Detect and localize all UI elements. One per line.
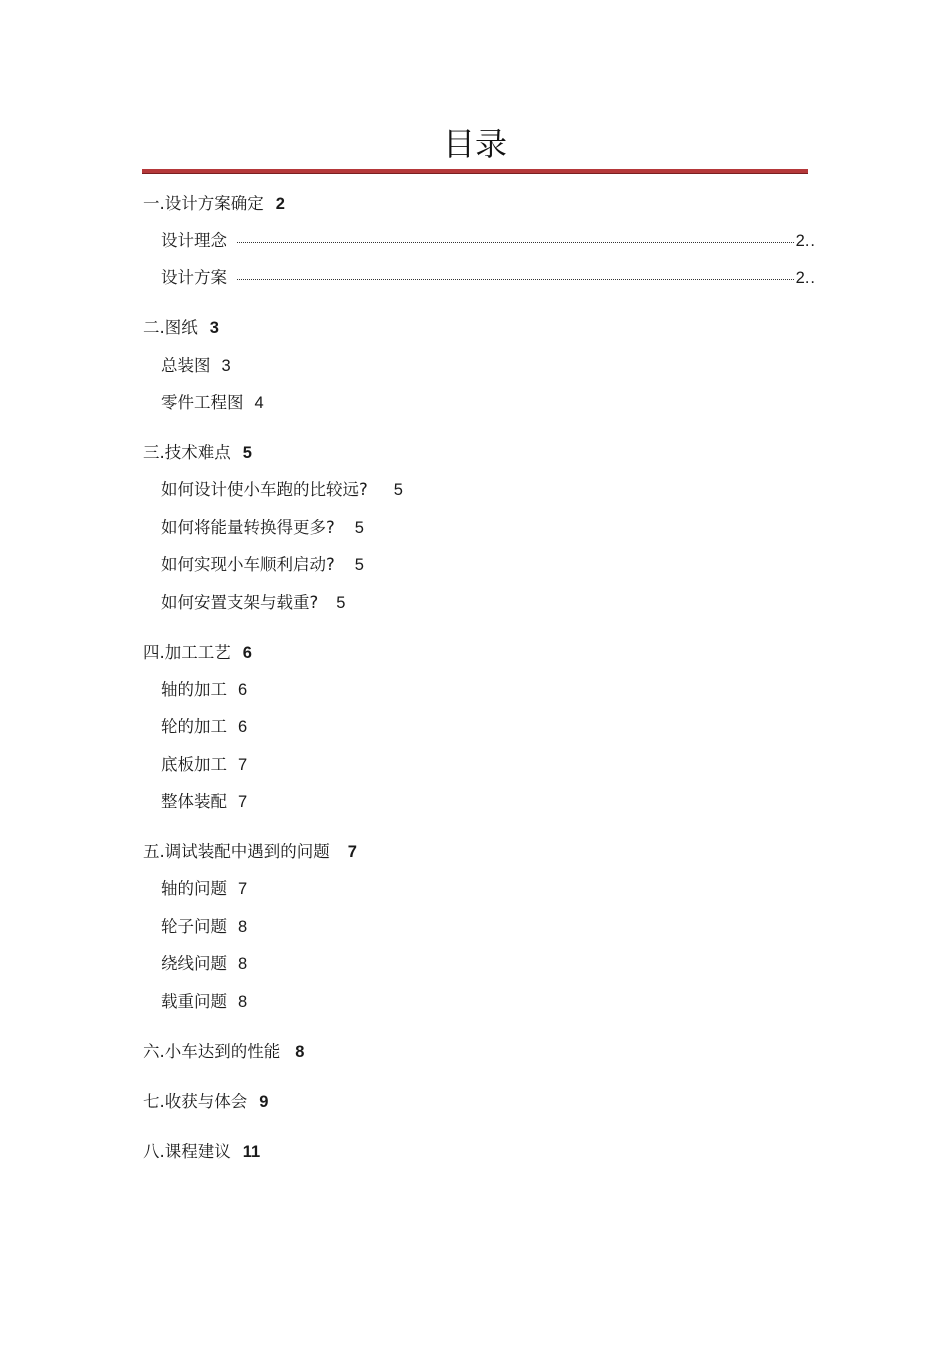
toc-label: 整体装配 <box>161 792 227 811</box>
toc-page-number: 2 <box>795 232 805 250</box>
toc-entry-section-5[interactable] <box>143 840 357 864</box>
toc-entry-section-2[interactable] <box>143 316 219 340</box>
toc-label: 轮的加工 <box>161 717 227 736</box>
toc-label: 五.调试装配中遇到的问题 <box>143 842 330 861</box>
dot-leader <box>237 241 794 243</box>
toc-page-number: 2 <box>275 195 285 213</box>
toc-page-number: 4 <box>254 394 264 412</box>
toc-entry-section-3[interactable] <box>143 441 252 465</box>
toc-entry-design-plan[interactable] <box>161 266 816 290</box>
toc-label: 载重问题 <box>161 992 227 1011</box>
toc-page-number: 8 <box>238 955 248 973</box>
toc-entry[interactable] <box>161 678 247 702</box>
toc-label: 二.图纸 <box>143 318 198 337</box>
toc-page-number: 6 <box>238 718 248 736</box>
toc-trailing-dots: .. <box>804 232 816 250</box>
toc-page-number: 8 <box>238 918 248 936</box>
toc-entry[interactable] <box>161 990 247 1014</box>
toc-page-number: 3 <box>221 357 231 375</box>
toc-label: 一.设计方案确定 <box>143 194 264 213</box>
toc-label: 设计方案 <box>161 268 227 287</box>
toc-label: 如何将能量转换得更多? <box>161 518 335 537</box>
toc-page-number: 9 <box>259 1093 269 1111</box>
toc-entry[interactable] <box>161 915 247 939</box>
toc-page-number: 3 <box>209 319 219 337</box>
toc-entry-section-1[interactable] <box>143 192 285 216</box>
toc-entry[interactable] <box>161 478 403 502</box>
toc-label: 八.课程建议 <box>143 1142 231 1161</box>
toc-label: 四.加工工艺 <box>143 643 231 662</box>
toc-entry[interactable] <box>161 877 247 901</box>
toc-page-number: 5 <box>393 481 403 499</box>
toc-entry[interactable] <box>161 952 247 976</box>
toc-entry[interactable] <box>161 516 364 540</box>
toc-label: 零件工程图 <box>161 393 244 412</box>
toc-page-number: 8 <box>295 1043 305 1061</box>
toc-label: 轮子问题 <box>161 917 227 936</box>
toc-entry[interactable] <box>161 354 231 378</box>
toc-label: 如何设计使小车跑的比较远? <box>161 480 368 499</box>
toc-entry-section-7[interactable] <box>143 1090 268 1114</box>
toc-page-number: 7 <box>347 843 357 861</box>
toc-page-number: 11 <box>242 1143 261 1161</box>
toc-entry-section-6[interactable] <box>143 1040 304 1064</box>
toc-entry-design-concept[interactable] <box>161 229 816 253</box>
toc-page-number: 6 <box>242 644 252 662</box>
toc-page-number: 8 <box>238 993 248 1011</box>
dot-leader <box>237 278 794 280</box>
toc-page-number: 5 <box>336 594 346 612</box>
toc-entry[interactable] <box>161 753 247 777</box>
toc-trailing-dots: .. <box>804 269 816 287</box>
toc-page-number: 7 <box>238 756 248 774</box>
toc-label: 绕线问题 <box>161 954 227 973</box>
toc-page-number: 7 <box>238 793 248 811</box>
toc-entry[interactable] <box>161 591 345 615</box>
toc-label: 底板加工 <box>161 755 227 774</box>
toc-label: 设计理念 <box>161 231 227 250</box>
toc-page-number: 5 <box>242 444 252 462</box>
toc-entry[interactable] <box>161 790 247 814</box>
toc-label: 总装图 <box>161 356 211 375</box>
toc-entry[interactable] <box>161 715 247 739</box>
toc-page-number: 6 <box>238 681 248 699</box>
toc-entry-section-8[interactable] <box>143 1140 260 1164</box>
toc-label: 七.收获与体会 <box>143 1092 248 1111</box>
toc-label: 轴的加工 <box>161 680 227 699</box>
toc-page-number: 5 <box>354 556 364 574</box>
toc-entry[interactable] <box>161 553 364 577</box>
toc-label: 如何实现小车顺利启动? <box>161 555 335 574</box>
toc-page-number: 5 <box>354 519 364 537</box>
toc-label: 轴的问题 <box>161 879 227 898</box>
toc-entry-section-4[interactable] <box>143 641 252 665</box>
toc-page-number: 2 <box>795 269 805 287</box>
toc-label: 如何安置支架与载重? <box>161 593 319 612</box>
toc-label: 六.小车达到的性能 <box>143 1042 281 1061</box>
toc-page-number: 7 <box>238 880 248 898</box>
toc-label: 三.技术难点 <box>143 443 231 462</box>
toc-entry[interactable] <box>161 391 264 415</box>
page-title: 目录 <box>442 125 507 163</box>
